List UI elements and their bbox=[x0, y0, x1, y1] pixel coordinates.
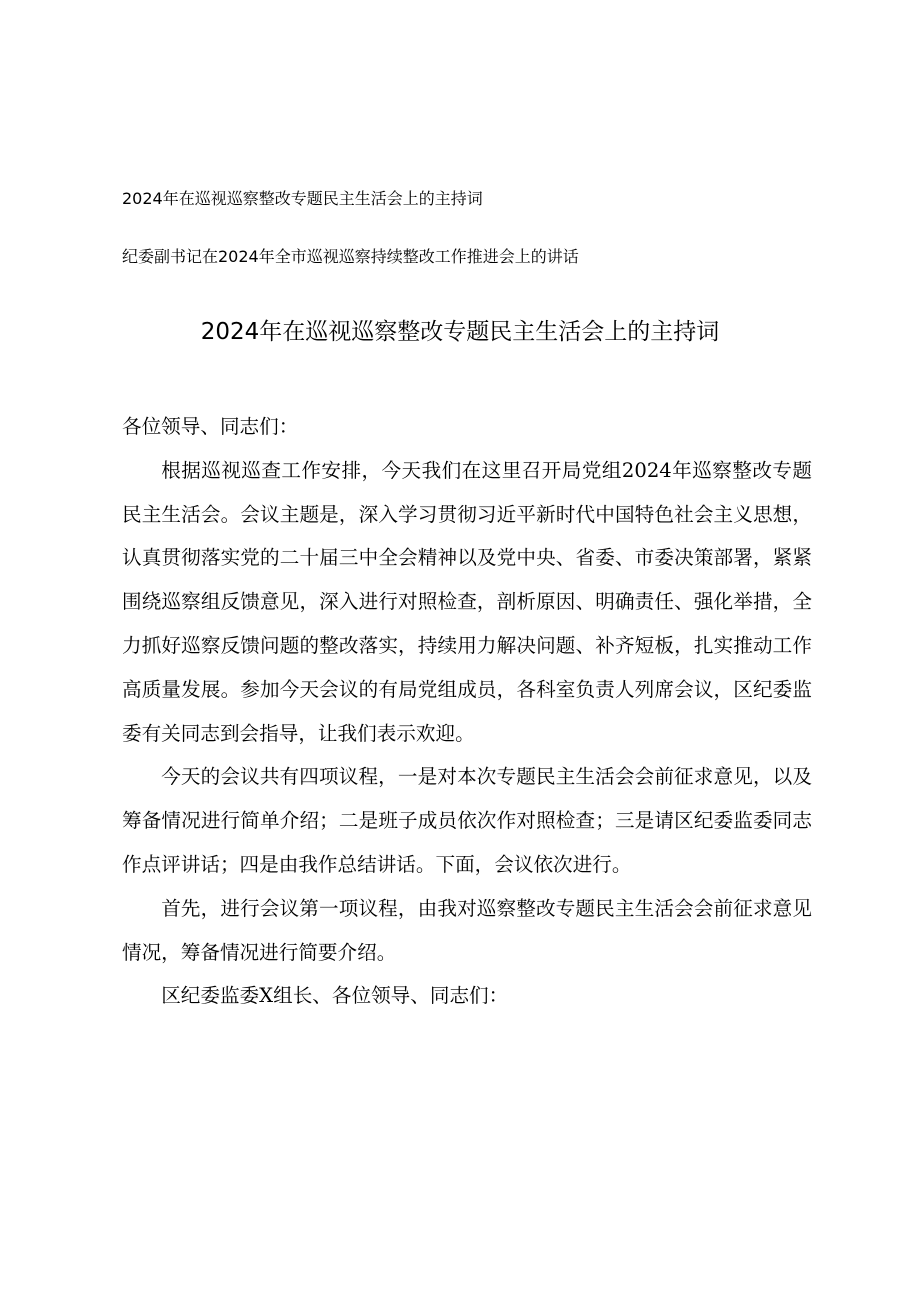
paragraph-first-item: 首先，进行会议第一项议程，由我对巡察整改专题民主生活会会前征求意见情况，筹备情况进行简要介绍。 bbox=[122, 896, 812, 964]
paragraph-agenda: 今天的会议共有四项议程，一是对本次专题民主生活会会前征求意见，以及筹备情况进行简单介绍；二是班子成员依次作对照检查；三是请区纪委监委同志作点评讲话；四是由我作总结讲话。下面，会议依次进行。 bbox=[122, 765, 812, 876]
toc-item-deputy-secretary-speech: 纪委副书记在2024年全市巡视巡察持续整改工作推进会上的讲话 bbox=[122, 247, 579, 266]
document-title: 2024年在巡视巡察整改专题民主生活会上的主持词 bbox=[200, 319, 720, 345]
toc-item-hosting-script: 2024年在巡视巡察整改专题民主生活会上的主持词 bbox=[122, 189, 483, 208]
paragraph-address: 区纪委监委X组长、各位领导、同志们： bbox=[161, 984, 509, 1008]
salutation: 各位领导、同志们： bbox=[122, 415, 299, 438]
paragraph-intro: 根据巡视巡查工作安排，今天我们在这里召开局党组2024年巡察整改专题民主生活会。会议主题是，深入学习贯彻习近平新时代中国特色社会主义思想，认真贯彻落实党的二十届三中全会精神以及党中央、省委、市委决策部署，紧紧围绕巡察组反馈意见，深入进行对照检查，剖析原因、明确责任、强化举措，全力抓好巡察反馈问题的整改落实，持续用力解决问题、补齐短板，扎实推动工作高质量发展。参加今天会议的有局党组成员，各科室负责人列席会议，区纪委监委有关同志到会指导，让我们表示欢迎。 bbox=[122, 458, 812, 745]
document-body bbox=[122, 405, 812, 1018]
